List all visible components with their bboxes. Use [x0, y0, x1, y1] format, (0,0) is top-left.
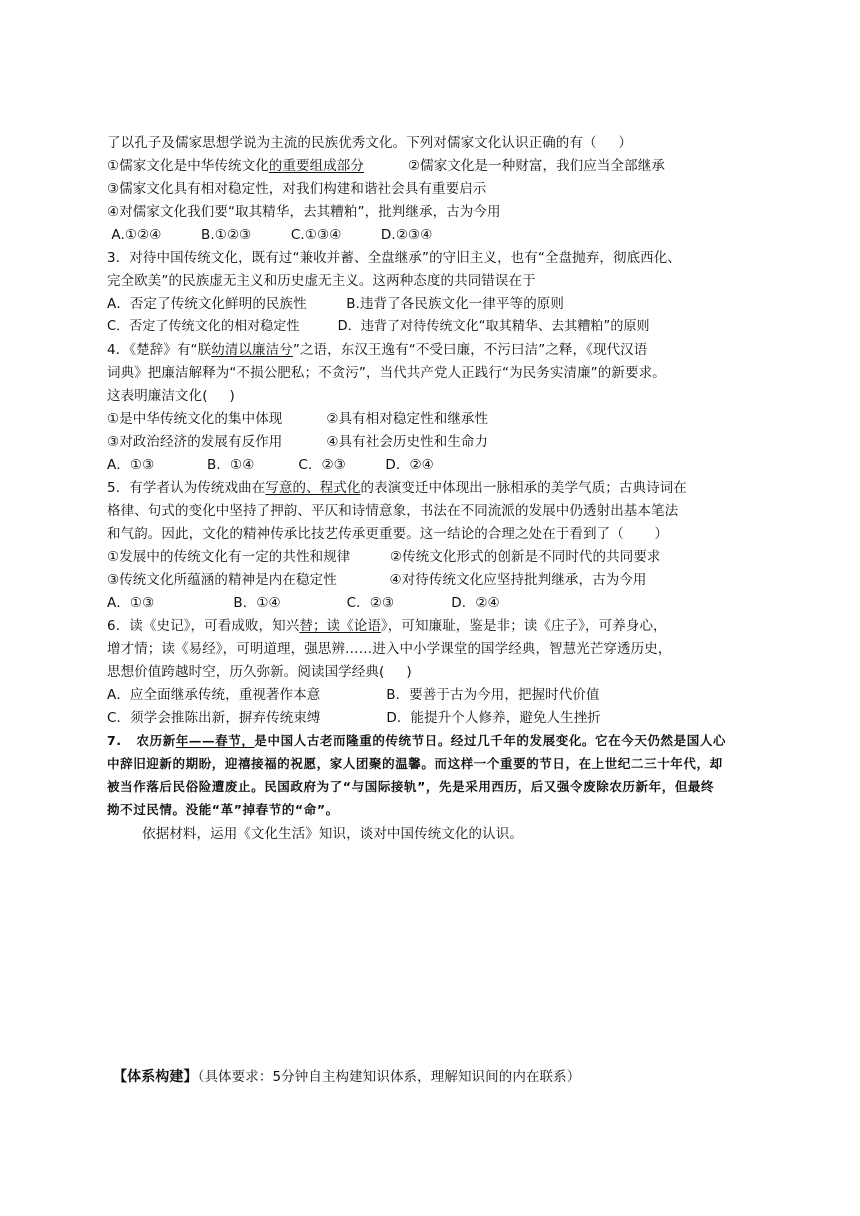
- q4-choices-text: A．①③ B．①④ C．②③ D．②④: [107, 457, 434, 473]
- q2-opt4-text: ④对儒家文化我们要“取其精华，去其糟粕”，批判继承，古为今用: [107, 204, 501, 220]
- q5-opt34-text: ③传统文化所蕴涵的精神是内在稳定性 ④对待传统文化应坚持批判继承，古为今用: [107, 572, 647, 588]
- q2-option-4: [107, 203, 501, 221]
- q7-line1-underlined: 年——春节，: [175, 733, 255, 748]
- q6-stem-line-1: [107, 617, 667, 635]
- q6-optcd-text: C．须学会推陈出新，摒弃传统束缚 D．能提升个人修养，避免人生挫折: [107, 710, 601, 726]
- q3-line2-text: 完全欧美”的民族虚无主义和历史虚无主义。这两种态度的共同错误在于: [107, 273, 536, 289]
- q7-line4-text: 拗不过民情。没能“革”掉春节的“命”。: [107, 802, 339, 817]
- q7-material-line-3: [107, 778, 714, 796]
- q3-stem-line-1: [107, 249, 681, 267]
- q6-line3-text: 思想价值跨越时空，历久弥新。阅读国学经典( ): [107, 664, 412, 680]
- q4-stem-line-3: [107, 387, 235, 405]
- q2-opt3-text: ③儒家文化具有相对稳定性，对我们构建和谐社会具有重要启示: [107, 181, 487, 197]
- q3-optcd-text: C．否定了传统文化的相对稳定性 D．违背了对待传统文化“取其精华、去其糟粕”的原则: [107, 319, 650, 334]
- q5-choices: [107, 594, 500, 612]
- q5-stem-line-3: [107, 525, 668, 543]
- q4-line2-text: 词典》把廉洁解释为“不损公肥私；不贪污”，当代共产党人正践行“为民务实清廉”的新要求。: [107, 365, 666, 381]
- q4-line1-underlined: 幼清以廉洁兮: [211, 342, 293, 358]
- q6-line1-underlined: 替；读《论语: [299, 618, 381, 634]
- q2-option-1-2: [107, 157, 665, 175]
- q4-opt12-text: ①是中华传统文化的集中体现 ②具有相对稳定性和继承性: [107, 411, 489, 427]
- q2-opt1-underlined: 的重要组成部分: [268, 158, 365, 174]
- q7-prompt-text: 依据材料，运用《文化生活》知识，谈对中国传统文化的认识。: [107, 826, 523, 842]
- q3-stem-line-2: [107, 272, 536, 290]
- q2-choices: [107, 226, 432, 244]
- q3-options-ab: [107, 295, 564, 313]
- q4-stem-line-1: [107, 341, 647, 359]
- q5-options-3-4: [107, 571, 647, 589]
- question-intro-line: [107, 134, 632, 152]
- q6-stem-line-2: [107, 640, 671, 658]
- q2-opt1-text: ①儒家文化是中华传统文化: [107, 158, 269, 174]
- q7-line2-text: 中辞旧迎新的期盼，迎禧接福的祝愿，家人团聚的温馨。而这样一个重要的节日，在上世纪二三十年代，却: [107, 756, 723, 771]
- q6-line1-post: 》，可知廉耻，鉴是非；读《庄子》，可养身心，: [380, 618, 667, 634]
- q4-line1-pre: 4．《楚辞》有“朕: [107, 342, 212, 358]
- q7-line1-post: 是中国人古老而隆重的传统节日。经过几千年的发展变化。它在今天仍然是国人心: [254, 733, 727, 748]
- q7-material-line-4: [107, 801, 339, 819]
- q7-number: 7.: [107, 733, 122, 748]
- q6-line1-pre: 6．读《史记》，可看成败，知兴: [107, 618, 300, 634]
- q6-options-ab: [107, 686, 600, 704]
- q5-line3-text: 和气韵。因此，文化的精神传承比技艺传承更重要。这一结论的合理之处在于看到了（ ）: [107, 526, 669, 542]
- q2-opt2-text: ②儒家文化是一种财富，我们应当全部继承: [364, 158, 665, 174]
- q5-opt12-text: ①发展中的传统文化有一定的共性和规律 ②传统文化形式的创新是不同时代的共同要求: [107, 549, 661, 565]
- q2-option-3: [107, 180, 486, 198]
- q4-line3-text: 这表明廉洁文化( ): [107, 388, 235, 404]
- q4-options-1-2: [107, 410, 488, 428]
- section-requirement: （具体要求：5分钟自主构建知识体系，理解知识间的内在联系）: [197, 1069, 581, 1085]
- q3-optab-text: A．否定了传统文化鲜明的民族性 B.违背了各民族文化一律平等的原则: [107, 296, 565, 312]
- q7-material-line-2: [107, 755, 723, 773]
- q6-optab-text: A．应全面继承传统，重视著作本意 B．要善于古为今用，把握时代价值: [107, 687, 600, 703]
- q4-opt34-text: ③对政治经济的发展有反作用 ④具有社会历史性和生命力: [107, 434, 489, 450]
- q5-stem-line-1: [107, 479, 687, 497]
- q7-line3-text: 被当作落后民俗险遭废止。民国政府为了“与国际接轨”，先是采用西历，后又强令废除农历新年，但最终: [107, 779, 715, 794]
- q2-choices-text: A.①②④ B.①②③ C.①③④ D.②③④: [107, 227, 433, 243]
- q5-line1-pre: 5．有学者认为传统戏曲在: [107, 480, 266, 496]
- q4-options-3-4: [107, 433, 488, 451]
- q4-choices: [107, 456, 434, 474]
- q7-prompt: [107, 825, 523, 843]
- q5-line2-text: 格律、句式的变化中坚持了押韵、平仄和诗情意象，书法在不同流派的发展中仍透射出基本笔法: [107, 503, 679, 519]
- q5-line1-post: 的表演变迁中体现出一脉相承的美学气质；古典诗词在: [360, 480, 687, 496]
- q7-line1-pre: 农历新: [121, 733, 176, 748]
- q3-options-cd: [107, 318, 650, 336]
- q5-choices-text: A．①③ B．①④ C．②③ D．②④: [107, 595, 500, 611]
- system-building-section: [113, 1068, 580, 1086]
- q7-material-line-1: [107, 732, 726, 750]
- q3-line1-text: 3．对待中国传统文化，既有过“兼收并蓄、全盘继承”的守旧主义，也有“全盘抛弃，彻底西化、: [107, 250, 681, 266]
- q5-line1-underlined: 写意的、程式化: [265, 480, 361, 496]
- q4-stem-line-2: [107, 364, 666, 382]
- q6-stem-line-3: [107, 663, 412, 681]
- q6-line2-text: 增才情；读《易经》，可明道理，强思辨……进入中小学课堂的国学经典，智慧光芒穿透历史，: [107, 641, 672, 657]
- q5-stem-line-2: [107, 502, 678, 520]
- q5-options-1-2: [107, 548, 661, 566]
- q4-line1-post: ”之语，东汉王逸有“不受曰廉，不污曰洁”之释，《现代汉语: [292, 342, 648, 358]
- intro-text: 了以孔子及儒家思想学说为主流的民族优秀文化。下列对儒家文化认识正确的有（ ）: [107, 135, 633, 151]
- section-heading: 【体系构建】: [113, 1069, 198, 1085]
- q6-options-cd: [107, 709, 601, 727]
